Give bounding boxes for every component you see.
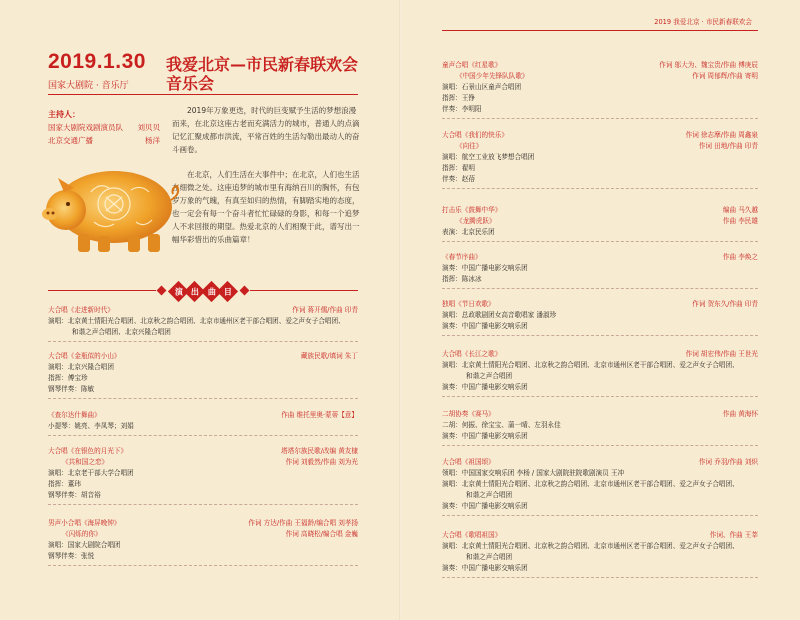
program-performer-line: 钢琴伴奏：陈敏 <box>48 385 95 393</box>
program-heading-secondary <box>442 216 758 227</box>
program-performer-line: 演奏：中国广播电影交响乐团 <box>442 322 528 330</box>
program-item <box>48 446 358 505</box>
program-performer-line: 和谐之声合唱团 <box>466 491 513 499</box>
section-diamond-left <box>157 286 167 296</box>
program-separator <box>48 435 358 436</box>
program-credits: 作词 徐志摩/作曲 周鑫泉 <box>685 131 758 139</box>
program-performer-line: 和谐之声合唱团 <box>466 372 513 380</box>
program-item <box>442 457 758 516</box>
right-page <box>400 0 800 620</box>
running-header-divider <box>442 30 758 31</box>
header-divider <box>48 94 358 95</box>
program-title: 《查尔达什舞曲》 <box>48 411 101 419</box>
program-heading-secondary <box>48 457 358 468</box>
program-item <box>442 409 758 446</box>
program-item <box>48 351 358 399</box>
program-credits: 藏族民歌/填词 朱丁 <box>300 352 358 360</box>
program-heading <box>442 299 758 310</box>
program-performer-line: 伴奏：赵蓓 <box>442 175 475 183</box>
program-title: 大合唱《走进新时代》 <box>48 306 114 314</box>
program-credits: 作词 高晓松/编合唱 金巍 <box>285 530 358 538</box>
program-credits: 作词 刘毅然/作曲 刘为光 <box>285 458 358 466</box>
program-credits: 作词 周郁辉/作曲 寄明 <box>692 72 758 80</box>
program-title: 《闪烁的你》 <box>62 530 102 538</box>
program-credits: 作词 方达/作曲 王福龄/编合唱 刘孝扬 <box>248 519 358 527</box>
program-item <box>442 530 758 578</box>
program-performer-line: 指挥：董玮 <box>48 480 81 488</box>
program-performer-line: 演奏：中国广播电影交响乐团 <box>442 383 528 391</box>
program-performer-line: 指挥：翟明 <box>442 164 475 172</box>
program-item <box>48 305 358 342</box>
host-row <box>48 121 160 134</box>
program-separator <box>48 398 358 399</box>
section-title-char: 曲 <box>201 280 222 301</box>
program-separator <box>442 396 758 397</box>
program-separator <box>442 241 758 242</box>
program-title: 男声小合唱《海屏晚钟》 <box>48 519 121 527</box>
program-performer-line: 演唱：北京黄土情阳光合唱团、北京秋之韵合唱团、北京市通州区老干部合唱团、爱之声女子合唱团、 <box>442 542 739 550</box>
concert-venue: 国家大剧院 · 音乐厅 <box>48 81 129 91</box>
program-title: 独唱《节日欢歌》 <box>442 300 495 308</box>
program-item <box>442 252 758 289</box>
program-heading <box>442 130 758 141</box>
program-title: 《中国少年先锋队队歌》 <box>456 72 529 80</box>
program-credits: 作词 邬大为、魏宝贵/作曲 傅庚辰 <box>659 61 758 69</box>
program-performer-line: 演唱：北京黄土情阳光合唱团、北京秋之韵合唱团、北京市通州区老干部合唱团、爱之声女子合唱团、 <box>442 480 739 488</box>
program-title: 《龙腾虎跃》 <box>456 217 496 225</box>
running-header: 2019 我爱北京 · 市民新春联欢会 <box>654 18 752 26</box>
program-title: 童声合唱《红星歌》 <box>442 61 502 69</box>
intro-paragraph-1: 2019年万象更迭，时代的巨变赋予生活的梦想浪漫而来，在北京这座古老而充满活力的城市，普通人的点滴记忆汇聚成都市洪流，平常百姓的生活勾勒出最动人的奋斗画卷。 <box>172 106 360 154</box>
hosts-block <box>48 108 160 147</box>
program-credits: 作词 田地/作曲 印青 <box>698 142 758 150</box>
program-section-header <box>48 282 358 300</box>
program-credits: 作词、作曲 王莘 <box>709 531 758 539</box>
section-line-left <box>48 290 156 291</box>
program-heading <box>48 518 358 529</box>
section-title-char: 出 <box>184 280 205 301</box>
program-performer-line: 小提琴：姚亮、李凤琴；刘娟 <box>48 422 134 430</box>
program-heading-secondary <box>442 141 758 152</box>
program-performer-line: 演唱：北京兴隆合唱团 <box>48 363 114 371</box>
program-separator <box>442 288 758 289</box>
program-heading <box>442 457 758 468</box>
program-heading <box>48 446 358 457</box>
program-performer-line: 演唱：航空工业放飞梦想合唱团 <box>442 153 535 161</box>
program-item <box>442 130 758 189</box>
program-credits: 作词 胡宏伟/作曲 王世光 <box>685 350 758 358</box>
program-heading <box>442 349 758 360</box>
host-org: 国家大剧院戏剧演员队 <box>48 123 123 132</box>
program-performer-line: 表演：北京民乐团 <box>442 228 495 236</box>
program-credits: 塔塔尔族民歌/改编 黄友棣 <box>281 447 358 455</box>
program-credits: 作词 蒋开儒/作曲 印青 <box>292 306 358 314</box>
intro-paragraph-2: 在北京，人们生活在大事件中；在北京，人们也生活在细微之处。这座追梦的城市里有海纳百川的胸怀，有包罗万象的气魄，有真至如归的热情，有脚踏实地的态度，也一定会有每一个奋斗者忙忙碌碌的身影，和每一个追梦人不求回报的期望。热爱北京的人们相聚于此，谱写出一幅华彩惜出的乐曲篇章！ <box>172 170 360 244</box>
program-credits: 编曲 马久越 <box>722 206 758 214</box>
program-performer-line: 指挥：陈冰冰 <box>442 275 482 283</box>
program-title: 大合唱《长江之歌》 <box>442 350 502 358</box>
program-heading <box>442 60 758 71</box>
program-title: 大合唱《祖国颂》 <box>442 458 495 466</box>
program-separator <box>442 188 758 189</box>
program-title: 《春节序曲》 <box>442 253 482 261</box>
program-heading-secondary <box>48 529 358 540</box>
page-title: 我爱北京—市民新春联欢会音乐会 <box>166 55 359 93</box>
section-title-char: 演 <box>168 280 189 301</box>
section-diamond-right <box>240 286 250 296</box>
program-performer-line: 演唱：北京黄土情阳光合唱团、北京秋之韵合唱团、北京市通州区老干部合唱团、爱之声女子合唱团、 <box>442 361 739 369</box>
program-title: 大合唱《歌唱祖国》 <box>442 531 502 539</box>
program-title: 大合唱《我们的快乐》 <box>442 131 508 139</box>
program-separator <box>442 515 758 516</box>
program-credits: 作曲 维托里奥·蒙蒂【意】 <box>281 411 358 419</box>
program-performer-line: 领唱：中国国家交响乐团 李杨 / 国家大剧院驻院歌剧演员 王冲 <box>442 469 625 477</box>
program-title: 打击乐《鼓舞中华》 <box>442 206 502 214</box>
program-performer-line: 演唱：石景山区童声合唱团 <box>442 83 522 91</box>
program-heading <box>48 305 358 316</box>
program-performer-line: 演唱：总政歌剧团女高音歌唱家 潘淑珍 <box>442 311 557 319</box>
program-item <box>442 205 758 242</box>
program-title: 《共和国之恋》 <box>62 458 109 466</box>
program-heading <box>48 410 358 421</box>
host-org: 北京交通广播 <box>48 136 93 145</box>
program-performer-line: 演奏：中国广播电影交响乐团 <box>442 502 528 510</box>
program-performer-line: 指挥：傅宝珍 <box>48 374 88 382</box>
host-row <box>48 134 160 147</box>
program-heading <box>48 351 358 362</box>
program-separator <box>442 118 758 119</box>
program-separator <box>442 577 758 578</box>
program-separator <box>48 504 358 505</box>
program-performer-line: 和谐之声合唱团 <box>466 553 513 561</box>
program-heading <box>442 205 758 216</box>
host-name: 刘贝贝 <box>137 123 160 132</box>
program-performer-line: 钢琴伴奏：张悦 <box>48 552 95 560</box>
program-item <box>442 60 758 119</box>
program-separator <box>442 445 758 446</box>
program-item <box>442 349 758 397</box>
program-performer-line: 演奏：中国广播电影交响乐团 <box>442 264 528 272</box>
host-name: 杨洋 <box>145 136 160 145</box>
hosts-label: 主持人： <box>48 110 80 119</box>
program-item <box>442 299 758 336</box>
concert-date: 2019.1.30 <box>48 50 146 73</box>
program-separator <box>48 565 358 566</box>
program-item <box>48 410 358 436</box>
program-performer-line: 演唱：国家大剧院合唱团 <box>48 541 121 549</box>
program-performer-line: 演唱：北京黄土情阳光合唱团、北京秋之韵合唱团、北京市通州区老干部合唱团、爱之声女子合唱团、 <box>48 317 345 325</box>
program-item <box>48 518 358 566</box>
program-credits: 作词 贺东久/作曲 印青 <box>692 300 758 308</box>
golden-pig-papercut-illustration <box>36 152 186 262</box>
program-credits: 作曲 李焕之 <box>722 253 758 261</box>
program-performer-line: 二胡：何振、徐宝宝、蒲一晴、左羽永佳 <box>442 421 561 429</box>
program-performer-line: 钢琴伴奏：胡音裕 <box>48 491 101 499</box>
program-credits: 作曲 李民雄 <box>722 217 758 225</box>
program-performer-line: 伴奏：李明阳 <box>442 105 482 113</box>
program-credits: 作曲 黄海怀 <box>722 410 758 418</box>
program-title: 《向往》 <box>456 142 483 150</box>
program-performer-line: 和谐之声合唱团、北京兴隆合唱团 <box>72 328 171 336</box>
program-title: 二胡协奏《赛马》 <box>442 410 495 418</box>
section-line-right <box>250 290 358 291</box>
program-heading <box>442 409 758 420</box>
section-title <box>171 282 235 300</box>
program-title: 大合唱《金瓶似的小山》 <box>48 352 121 360</box>
program-performer-line: 演唱：北京老干部大学合唱团 <box>48 469 134 477</box>
program-separator <box>442 335 758 336</box>
program-heading <box>442 530 758 541</box>
program-title: 大合唱《在银色的月光下》 <box>48 447 128 455</box>
program-heading-secondary <box>442 71 758 82</box>
section-title-char: 目 <box>217 280 238 301</box>
program-performer-line: 演奏：中国广播电影交响乐团 <box>442 432 528 440</box>
program-heading <box>442 252 758 263</box>
program-performer-line: 演奏：中国广播电影交响乐团 <box>442 564 528 572</box>
program-performer-line: 指挥：王铮 <box>442 94 475 102</box>
program-credits: 作词 乔羽/作曲 刘炽 <box>698 458 758 466</box>
program-separator <box>48 341 358 342</box>
